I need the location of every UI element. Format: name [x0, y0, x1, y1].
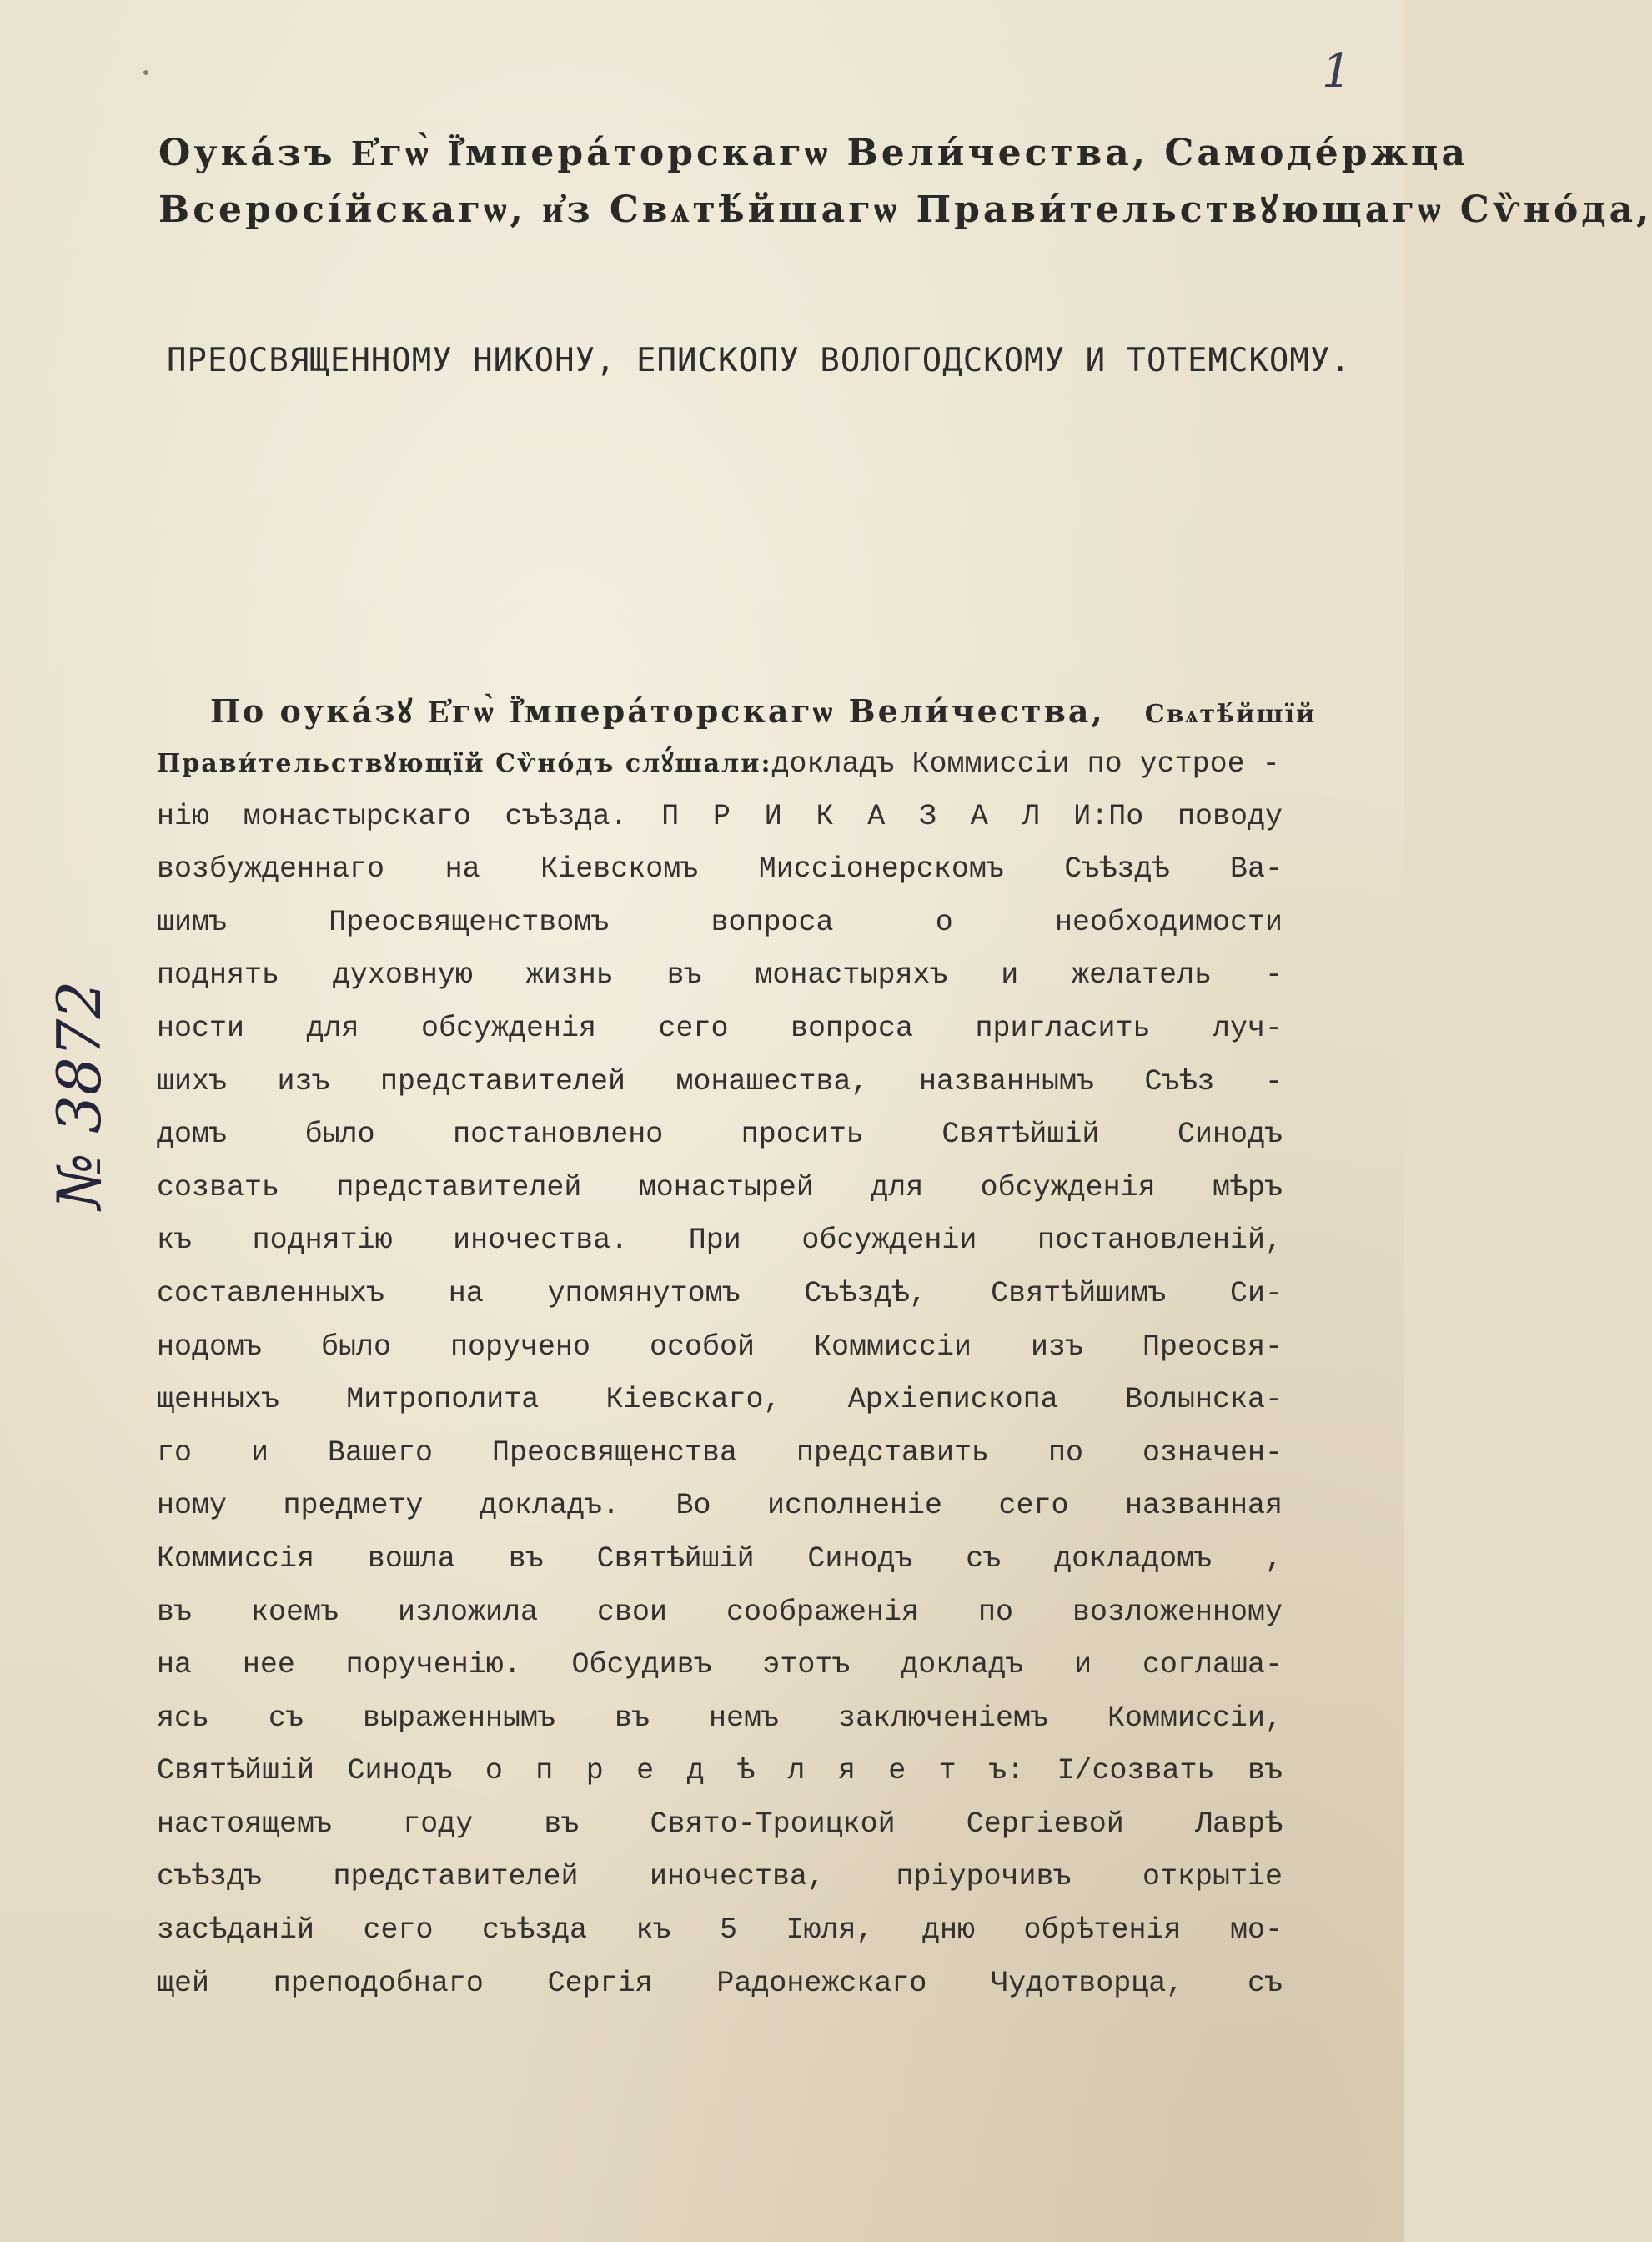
- body-line: поднять духовную жизнь въ монастыряхъ и желатель -: [157, 958, 1283, 993]
- decree-header-line-2: Всеросі́йскагѡ, и҆з Свѧтѣ́йшагѡ Прави́тельствꙋющагѡ Сѷно́да,: [158, 189, 1652, 231]
- body-line: къ поднятію иночества. При обсужденіи постановленій,: [157, 1224, 1283, 1258]
- page-number: 1: [1322, 44, 1352, 98]
- decree-body: [157, 737, 1283, 2010]
- body-line: Коммиссія вошла въ Святѣйшій Синодъ съ докладомъ ,: [157, 1541, 1283, 1576]
- body-line: го и Вашего Преосвященства представить по означен-: [157, 1435, 1283, 1470]
- opening-most-holy: Свѧтѣ́йшїй: [1144, 700, 1317, 729]
- body-line: Святѣйшій Синодъ о п р е д ѣ л я е т ъ: І/созвать въ: [157, 1754, 1283, 1788]
- margin-note-text: № 3872: [44, 980, 114, 1209]
- body-line: созвать представителей монастырей для обсужденія мѣръ: [157, 1170, 1283, 1204]
- body-line: шихъ изъ представителей монашества, названнымъ Съѣз -: [157, 1064, 1283, 1098]
- body-line: съѣздъ представителей иночества, пріурочивъ открытіе: [157, 1860, 1283, 1894]
- body-line-first: [157, 737, 1283, 791]
- body-line: ясь съ выраженнымъ въ немъ заключеніемъ Коммиссіи,: [157, 1701, 1283, 1735]
- first-line-text: докладъ Коммиссіи по устрое -: [771, 747, 1280, 781]
- body-line: домъ было постановлено просить Святѣйшій Синодъ: [157, 1118, 1283, 1152]
- body-line: щей преподобнаго Сергія Радонежскаго Чудотворца, съ: [157, 1966, 1283, 2000]
- body-line: засѣданій сего съѣзда къ 5 Іюля, дню обрѣтенія мо-: [157, 1913, 1283, 1948]
- body-line: возбужденнаго на Кіевскомъ Миссіонерскомъ Съѣздѣ Ва-: [157, 852, 1283, 887]
- ink-speck: [143, 70, 148, 75]
- margin-registration-note: [33, 980, 125, 1209]
- body-line: нію монастырскаго съѣзда. П Р И К А З А Л И:По поводу: [157, 799, 1283, 833]
- decree-opening: [210, 689, 1317, 732]
- body-line: щенныхъ Митрополита Кіевскаго, Архіепископа Волынска-: [157, 1383, 1283, 1417]
- body-line: нодомъ было поручено особой Коммиссіи изъ Преосвя-: [157, 1330, 1283, 1364]
- body-line: шимъ Преосвященствомъ вопроса о необходимости: [157, 905, 1283, 939]
- synod-heard-phrase: Прави́тельствꙋющїй Сѷно́дъ слꙋ́шали:: [157, 749, 772, 778]
- body-line: въ коемъ изложила свои соображенія по возложенному: [157, 1595, 1283, 1629]
- opening-decree-phrase: По оукáзꙋ Е҆гѡ̀ Ї҆мперáторскагѡ Вели́чества,: [210, 692, 1105, 730]
- addressee-line: ПРЕОСВЯЩЕННОМУ НИКОНУ, ЕПИСКОПУ ВОЛОГОДСКОМУ И ТОТЕМСКОМУ.: [167, 342, 1351, 380]
- decree-header: [158, 125, 1652, 239]
- body-line: на нее порученію. Обсудивъ этотъ докладъ и соглаша-: [157, 1648, 1283, 1682]
- body-line: ности для обсужденія сего вопроса пригласить луч-: [157, 1011, 1283, 1045]
- body-line: ному предмету докладъ. Во исполненіе сего названная: [157, 1489, 1283, 1523]
- body-line: настоящемъ году въ Свято-Троицкой Сергіевой Лаврѣ: [157, 1807, 1283, 1841]
- body-lines: [157, 791, 1283, 2011]
- body-line: составленныхъ на упомянутомъ Съѣздѣ, Святѣйшимъ Си-: [157, 1276, 1283, 1310]
- decree-header-line-1: Оукáзъ Е҆гѡ̀ Ї҆мперáторскагѡ Вели́чества, Самоде́ржца: [158, 132, 1469, 174]
